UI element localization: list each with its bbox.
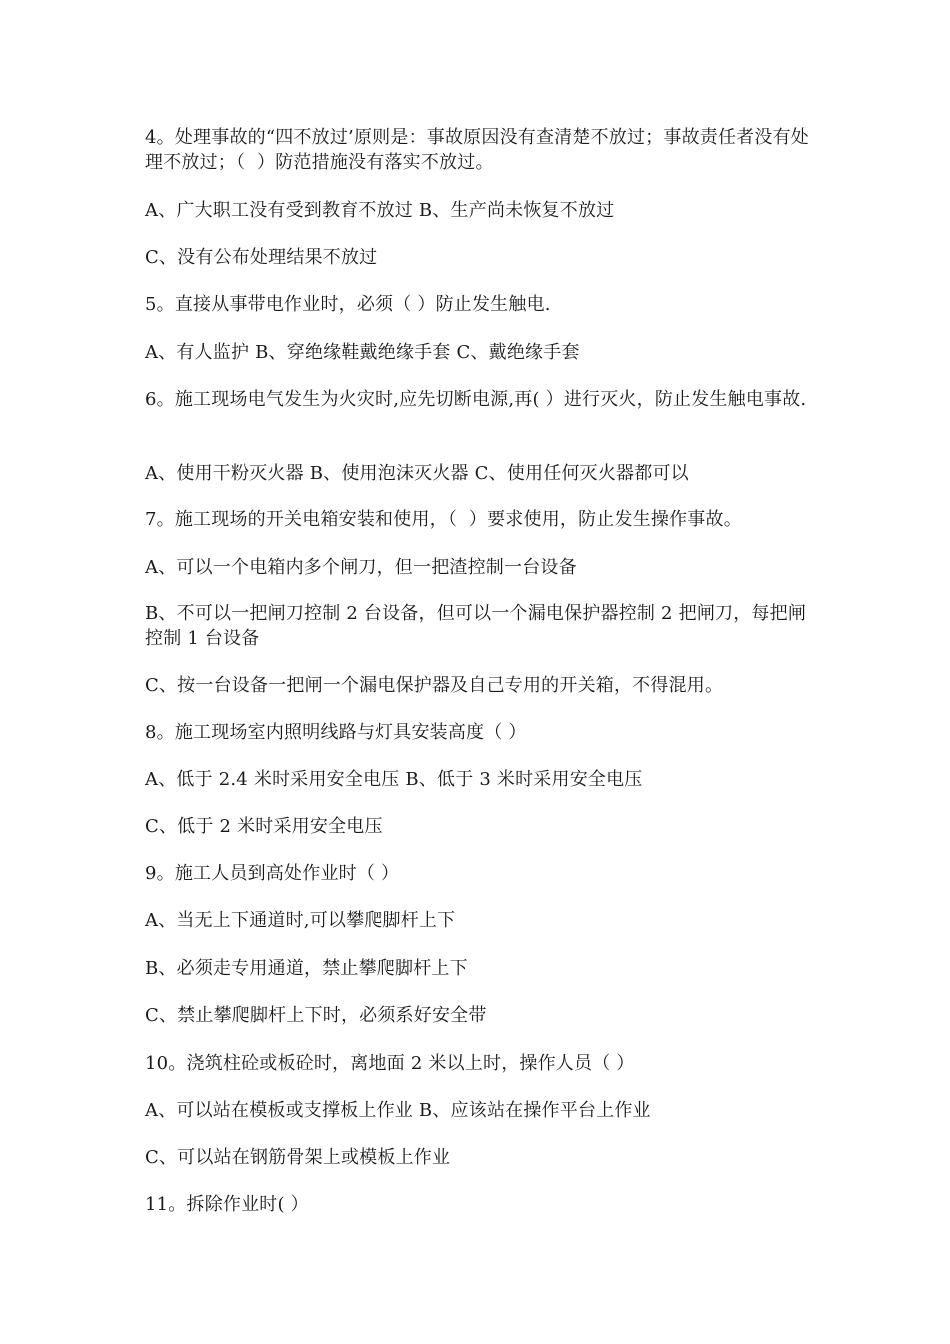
question-9-option-line-1: A、当无上下通道时,可以攀爬脚杆上下 — [145, 910, 456, 931]
question-8-option-line-1: A、低于 2.4 米时采用安全电压 B、低于 3 米时采用安全电压 — [145, 769, 643, 790]
question-6-stem: 6。施工现场电气发生为火灾时,应先切断电源,再( ）进行灭火，防止发生触电事故. — [145, 389, 807, 410]
question-9-option-line-2: B、必须走专用通道，禁止攀爬脚杆上下 — [145, 958, 468, 979]
question-7-stem: 7。施工现场的开关电箱安装和使用，（ ）要求使用，防止发生操作事故。 — [145, 509, 742, 530]
question-5-option-line-1: A、有人监护 B、穿绝缘鞋戴绝缘手套 C、戴绝缘手套 — [145, 342, 580, 363]
question-6-option-line-1: A、使用干粉灭火器 B、使用泡沫灭火器 C、使用任何灭火器都可以 — [145, 463, 689, 484]
question-9-stem: 9。施工人员到高处作业时（ ） — [145, 863, 400, 884]
question-8-stem: 8。施工现场室内照明线路与灯具安装高度（ ） — [145, 722, 527, 743]
question-7-option-line-2: B、不可以一把闸刀控制 2 台设备，但可以一个漏电保护器控制 2 把闸刀，每把闸控制 1 台设备 — [145, 603, 807, 649]
question-11-stem: 11。拆除作业时( ） — [145, 1194, 309, 1215]
question-10-option-line-1: A、可以站在模板或支撑板上作业 B、应该站在操作平台上作业 — [145, 1100, 651, 1121]
question-10-option-line-2: C、可以站在钢筋骨架上或模板上作业 — [145, 1147, 451, 1168]
question-4-option-line-1: A、广大职工没有受到教育不放过 B、生产尚未恢复不放过 — [145, 200, 615, 221]
question-4-option-line-2: C、没有公布处理结果不放过 — [145, 247, 378, 268]
question-8-option-line-2: C、低于 2 米时采用安全电压 — [145, 816, 383, 837]
question-7-option-line-3: C、按一台设备一把闸一个漏电保护器及自己专用的开关箱，不得混用。 — [145, 675, 724, 696]
question-4-stem: 4。处理事故的“四不放过’原则是：事故原因没有查清楚不放过；事故责任者没有处理不放过；（ ）防范措施没有落实不放过。 — [145, 127, 809, 173]
question-9-option-line-3: C、禁止攀爬脚杆上下时，必须系好安全带 — [145, 1005, 487, 1026]
question-5-stem: 5。直接从事带电作业时，必须（ ）防止发生触电. — [145, 294, 551, 315]
question-7-option-line-1: A、可以一个电箱内多个闸刀，但一把渣控制一台设备 — [145, 557, 577, 578]
question-10-stem: 10。浇筑柱砼或板砼时，离地面 2 米以上时，操作人员（ ） — [145, 1053, 635, 1074]
